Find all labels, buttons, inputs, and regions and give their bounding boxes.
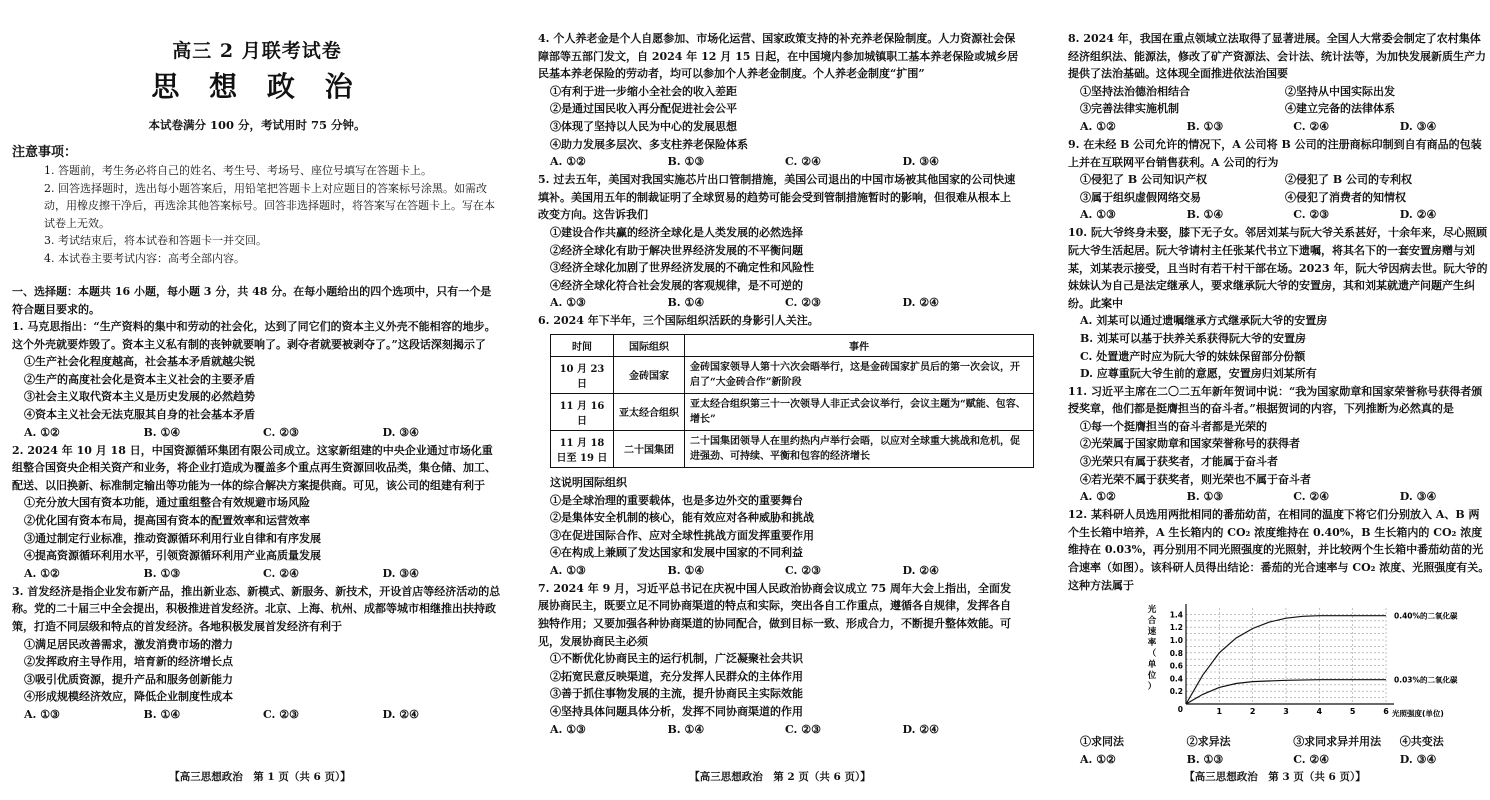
question-option: ①满足居民改善需求，激发消费市场的潜力: [24, 637, 233, 651]
table-row: [551, 356, 1034, 393]
question-stem: 9. 在未经 B 公司允许的情况下，A 公司将 B 公司的注册商标印制到自有商品的包装上并在互联网平台销售获利。A 公司的行为: [1068, 137, 1482, 169]
question-option: ③求同求异并用法: [1293, 735, 1382, 749]
subject-title: 思 想 政 治: [151, 70, 363, 103]
table-cell: 二十国集团: [614, 430, 685, 467]
table-header-row: [551, 334, 1034, 356]
exam-page-3: [1060, 0, 1490, 800]
question-option: ②光荣属于国家勋章和国家荣誉称号的获得者: [1080, 437, 1300, 451]
question-option: ①不断优化协商民主的运行机制，广泛凝聚社会共识: [550, 652, 803, 666]
choice-c: C. ②④: [1293, 490, 1330, 504]
question-stem: 5. 过去五年，美国对我国实施芯片出口管制措施，美国公司退出的中国市场被其他国家的公司快速填补。美国用五年的制裁证明了全球贸易的趋势可能会受到管制措施暂时的影响，但很难从根本上改变方向。这告诉我们: [538, 173, 1016, 222]
choice-d: D. ②④: [1399, 208, 1437, 222]
choice-b: B. ①④: [667, 722, 705, 736]
question-option: ④资本主义社会无法克服其自身的社会基本矛盾: [24, 407, 255, 421]
question-option: ④经济全球化符合社会发展的客观规律，是不可逆的: [550, 278, 803, 292]
question-option: ④形成规模经济效应，降低企业制度性成本: [24, 690, 233, 704]
y-axis-label-char: 合: [1147, 616, 1157, 627]
y-axis-label-char: （: [1147, 649, 1157, 660]
x-tick-label: 1: [1216, 707, 1223, 717]
exam-page-2: [530, 0, 1030, 800]
choice-a: A. ①③: [550, 722, 586, 736]
answer-choices: [538, 153, 1020, 171]
page-footer: 【高三思想政治 第 3 页（共 6 页）】: [1184, 771, 1366, 783]
y-axis-label-char: ）: [1147, 682, 1157, 693]
choice-a: A. ①②: [1080, 753, 1116, 767]
question-option: ①有利于进一步缩小全社会的收入差距: [550, 84, 737, 98]
column-header: 时间: [551, 334, 614, 356]
question-option: ①每一个挺膺担当的奋斗者都是光荣的: [1080, 419, 1267, 433]
x-tick-label: 4: [1316, 707, 1323, 717]
events-table: [550, 334, 1034, 468]
y-tick-label: 0.2: [1169, 687, 1183, 697]
question-option: ④在构成上兼顾了发达国家和发展中国家的不同利益: [550, 546, 803, 560]
note-item: 3. 考试结束后，将本试卷和答题卡一并交回。: [44, 234, 267, 247]
note-item: 1. 答题前，考生务必将自己的姓名、考生号、考场号、座位号填写在答题卡上。: [44, 164, 432, 177]
choice-a: A. ①②: [24, 566, 60, 580]
question-lead: 这说明国际组织: [550, 475, 627, 489]
option-row: [1068, 100, 1490, 118]
option-row: [1068, 733, 1490, 751]
choice-a: A. ①②: [1080, 490, 1116, 504]
question-option: ①求同法: [1080, 735, 1124, 749]
answer-choices: [1068, 118, 1490, 136]
photosynthesis-chart: [1138, 600, 1490, 729]
chart-svg: [1138, 600, 1468, 725]
y-tick-label: 1.0: [1169, 636, 1183, 646]
choice-d: D. ②④: [902, 296, 940, 310]
y-tick-label: 0.8: [1169, 649, 1183, 659]
question-option: ④若光荣不属于获奖者，则光荣也不属于奋斗者: [1080, 472, 1311, 486]
choice-b: B. ①④: [143, 425, 181, 439]
column-header: 事件: [685, 334, 1034, 356]
exam-title: 高三 2 月联考试卷: [172, 40, 342, 62]
question-option: ③善于抓住事物发展的主流，提升协商民主实际效能: [550, 687, 803, 701]
question-option: ③体现了坚持以人民为中心的发展思想: [550, 119, 737, 133]
exam-info: 本试卷满分 100 分，考试用时 75 分钟。: [148, 118, 366, 132]
question-option: ③光荣只有属于获奖者，才能属于奋斗者: [1080, 455, 1278, 469]
y-tick-label: 0.4: [1169, 674, 1183, 684]
table-cell: 11 月 16 日: [551, 393, 614, 430]
y-axis-label-char: 率: [1147, 638, 1157, 649]
column-header: 国际组织: [614, 334, 685, 356]
choice-c: C. ②③: [1293, 208, 1330, 222]
question-option: ④提高资源循环利用水平，引领资源循环利用产业高质量发展: [24, 549, 321, 563]
answer-choices: [1068, 751, 1490, 769]
choice-a: A. ①②: [1080, 119, 1116, 133]
question-option: ②经济全球化有助于解决世界经济发展的不平衡问题: [550, 243, 803, 257]
question-stem: 10. 阮大爷终身未娶，膝下无子女。邻居刘某与阮大爷关系甚好，十余年来，尽心照顾阮大爷生活起居。阮大爷请村主任张某代书立下遗嘱，将其名下的一套安置房赠与刘某，刘某表示接受，且当时有若干村干部在场。2023 年，阮大爷因病去世。阮大爷的妹妹认为自己是法定继承人，要求继承阮大爷的安置房，其和刘某就遗产问题产生纠纷。此案中: [1068, 226, 1488, 310]
y-tick-label: 1.4: [1169, 610, 1183, 620]
choice-d: D. ③④: [902, 155, 940, 169]
choice-c: C. ②④: [1293, 119, 1330, 133]
x-tick-label: 6: [1383, 707, 1389, 717]
table-cell: 金砖国家: [614, 356, 685, 393]
question-stem: 4. 个人养老金是个人自愿参加、市场化运营、国家政策支持的补充养老保险制度。人力资源社会保障部等五部门发文，自 2024 年 12 月 15 日起，在中国境内参加城镇职工基本养老保险或城乡居民基本养老保险的劳动者，均可以参加个人养老金制度。个人养老金制度“扩围”: [538, 32, 1019, 81]
choice-c: C. ②④: [785, 155, 821, 169]
question-option: ③在促进国际合作、应对全球性挑战方面发挥重要作用: [550, 528, 814, 542]
y-axis-label-char: 速: [1147, 627, 1157, 638]
question-stem: 12. 某科研人员选用两批相同的番茄幼苗，在相同的温度下将它们分别放入 A、B 两个生长箱中培养，A 生长箱内的 CO₂ 浓度维持在 0.40%，B 生长箱内的 CO₂ 浓度维持在 0.03%，再分别用不同光照强度的光照射，并比较两个生长箱中番茄幼苗的光合速率（如图）。该科研人员得出结论：番茄的光合速率与 CO₂ 浓度、光照强度有关。这种方法属于: [1068, 508, 1490, 592]
note-item: 2. 回答选择题时，选出每小题答案后，用铅笔把答题卡上对应题目的答案标号涂黑。如需改动，用橡皮擦干净后，再选涂其他答案标号。回答非选择题时，将答案写在答题卡上。写在本试卷上无效。: [44, 181, 495, 230]
choice-b: B. ①③: [1186, 119, 1224, 133]
answer-choices: [538, 721, 1020, 739]
choice-d: D. ③④: [1399, 753, 1437, 767]
choice-b: B. ①③: [143, 566, 181, 580]
answer-choices: [538, 562, 1020, 580]
question-option: D. 应尊重阮大爷生前的意愿，安置房归刘某所有: [1080, 367, 1317, 381]
choice-c: C. ②④: [1293, 753, 1330, 767]
question-stem: 1. 马克思指出：“生产资料的集中和劳动的社会化，达到了同它们的资本主义外壳不能相容的地步。这个外壳就要炸毁了。资本主义私有制的丧钟就要响了。剥夺者就要被剥夺了。”这段话深刻揭示了: [12, 320, 496, 351]
series-label: 0.03%的二氧化碳: [1394, 675, 1458, 685]
x-tick-label: 5: [1349, 707, 1356, 717]
table-cell: 11 月 18 日至 19 日: [551, 430, 614, 467]
option-row: [1068, 171, 1490, 189]
choice-d: D. ②④: [382, 707, 420, 721]
question-option: ②求异法: [1186, 735, 1231, 749]
choice-d: D. ③④: [1399, 119, 1437, 133]
choice-c: C. ②③: [785, 722, 821, 736]
table-cell: 二十国集团领导人在里约热内卢举行会晤，以应对全球重大挑战和危机，促进强劲、可持续、平衡和包容的经济增长: [685, 430, 1034, 467]
question-option: ②拓宽民意反映渠道，充分发挥人民群众的主体作用: [550, 669, 803, 683]
choice-b: B. ①③: [1186, 753, 1224, 767]
x-tick-label: 2: [1249, 707, 1256, 717]
choice-c: C. ②③: [785, 563, 821, 577]
table-cell: 亚太经合组织: [614, 393, 685, 430]
choice-a: A. ①②: [550, 155, 586, 169]
choice-c: C. ②③: [785, 296, 821, 310]
table-row: [551, 393, 1034, 430]
question-option: ①坚持法治德治相结合: [1080, 84, 1190, 98]
question-stem: 8. 2024 年，我国在重点领域立法取得了显著进展。全国人大常委会制定了农村集体经济组织法、能源法，修改了矿产资源法、会计法、统计法等，为加快发展新质生产力提供了法治基础。这体现全面推进依法治国要: [1068, 32, 1486, 81]
question-option: ③通过制定行业标准，推动资源循环利用行业自律和有序发展: [24, 531, 321, 545]
choice-b: B. ①④: [143, 707, 181, 721]
choice-d: D. ③④: [382, 425, 420, 439]
y-tick-label: 0.6: [1169, 661, 1183, 671]
question-option: ③吸引优质资源，提升产品和服务创新能力: [24, 672, 233, 686]
question-stem: 3. 首发经济是指企业发布新产品，推出新业态、新模式、新服务、新技术，开设首店等经济活动的总称。党的二十届三中全会提出，积极推进首发经济。北京、上海、杭州、成都等城市相继推出扶持政策，打造不同层级和特点的首发经济。各地积极发展首发经济有利于: [12, 584, 501, 633]
choice-a: A. ①③: [550, 296, 586, 310]
question-option: ②侵犯了 B 公司的专利权: [1285, 173, 1412, 187]
y-axis-label-char: 光: [1147, 605, 1157, 616]
question-option: ①建设合作共赢的经济全球化是人类发展的必然选择: [550, 225, 803, 239]
y-tick-label: 1.2: [1169, 623, 1183, 633]
question-option: ④坚持具体问题具体分析，发挥不同协商渠道的作用: [550, 705, 803, 719]
table-cell: 亚太经合组织第三十一次领导人非正式会议举行，会议主题为“赋能、包容、增长”: [685, 393, 1034, 430]
choice-d: D. ②④: [902, 563, 940, 577]
choice-a: A. ①②: [24, 425, 60, 439]
question-option: ①生产社会化程度越高，社会基本矛盾就越尖锐: [24, 355, 255, 369]
question-option: ②坚持从中国实际出发: [1285, 84, 1395, 98]
question-option: ②发挥政府主导作用，培育新的经济增长点: [24, 655, 233, 669]
option-row: [1068, 189, 1490, 207]
page-footer: 【高三思想政治 第 1 页（共 6 页）】: [169, 771, 351, 783]
question-option: ④侵犯了消费者的知情权: [1285, 190, 1406, 204]
question-option: ③属于组织虚假网络交易: [1080, 190, 1201, 204]
choice-a: A. ①③: [550, 563, 586, 577]
table-cell: 10 月 23 日: [551, 356, 614, 393]
origin-label: 0: [1177, 705, 1183, 715]
question-option: ④助力发展多层次、多支柱养老保险体系: [550, 137, 748, 151]
page-footer: 【高三思想政治 第 2 页（共 6 页）】: [689, 771, 871, 783]
table-cell: 金砖国家领导人第十六次会晤举行，这是金砖国家扩员后的第一次会议，开启了“大金砖合作”新阶段: [685, 356, 1034, 393]
choice-b: B. ①③: [1186, 490, 1224, 504]
choice-a: A. ①③: [1080, 208, 1116, 222]
choice-b: B. ①④: [667, 296, 705, 310]
y-axis-label-char: 单: [1147, 660, 1157, 671]
choice-b: B. ①④: [1186, 208, 1224, 222]
question-option: ①是全球治理的重要载体，也是多边外交的重要舞台: [550, 493, 803, 507]
question-stem: 11. 习近平主席在二〇二五年新年贺词中说：“我为国家勋章和国家荣誉称号获得者颁授奖章，他们都是挺膺担当的奋斗者。”根据贺词的内容，下列推断为必然真的是: [1068, 384, 1483, 416]
question-option: ③社会主义取代资本主义是历史发展的必然趋势: [24, 390, 255, 404]
option-row: [1068, 83, 1490, 101]
answer-choices: [12, 706, 502, 724]
choice-b: B. ①③: [667, 155, 705, 169]
series-label: 0.40%的二氧化碳: [1394, 611, 1458, 621]
choice-d: D. ②④: [902, 722, 940, 736]
question-option: ①侵犯了 B 公司知识产权: [1080, 173, 1207, 187]
answer-choices: [12, 565, 502, 583]
question-option: C. 处置遗产时应为阮大爷的妹妹保留部分份额: [1080, 349, 1306, 363]
y-axis-label-char: 位: [1147, 671, 1157, 682]
x-tick-label: 3: [1283, 707, 1289, 717]
question-option: ②是集体安全机制的核心，能有效应对各种威胁和挑战: [550, 511, 814, 525]
question-option: ④共变法: [1399, 735, 1444, 749]
notes-heading: 注意事项：: [12, 145, 78, 160]
choice-a: A. ①③: [24, 707, 60, 721]
question-option: ②是通过国民收入再分配促进社会公平: [550, 102, 737, 116]
question-option: ②生产的高度社会化是资本主义社会的主要矛盾: [24, 372, 255, 386]
question-option: ③经济全球化加剧了世界经济发展的不确定性和风险性: [550, 261, 814, 275]
question-option: B. 刘某可以基于扶养关系获得阮大爷的安置房: [1080, 331, 1306, 345]
answer-choices: [538, 294, 1020, 312]
answer-choices: [1068, 488, 1490, 506]
answer-choices: [12, 424, 502, 442]
choice-c: C. ②③: [263, 707, 299, 721]
table-row: [551, 430, 1034, 467]
question-stem: 6. 2024 年下半年，三个国际组织活跃的身影引人关注。: [538, 314, 819, 328]
choice-b: B. ①④: [667, 563, 705, 577]
question-option: ①充分放大国有资本功能，通过重组整合有效规避市场风险: [24, 496, 310, 510]
choice-d: D. ③④: [1399, 490, 1437, 504]
choice-c: C. ②④: [263, 566, 299, 580]
question-stem: 2. 2024 年 10 月 18 日，中国资源循环集团有限公司成立。这家新组建的中央企业通过市场化重组整合国资央企相关资产和业务，将企业打造成为覆盖多个重点再生资源回收品类，集仓储、加工、配送、以旧换新、标准制定输出等功能为一体的综合解决方案提供商。可见，该公司的组建有利于: [12, 443, 496, 492]
question-stem: 7. 2024 年 9 月，习近平总书记在庆祝中国人民政治协商会议成立 75 周年大会上指出，全面发展协商民主，既要立足不同协商渠道的特点和实际，突出各自工作重点，遵循各自规律，发挥各自独特作用；又要加强各种协商渠道的协同配合，做到目标一致、形成合力，不断提升整体效能。可见，发展协商民主必须: [538, 581, 1012, 648]
choice-c: C. ②③: [263, 425, 299, 439]
section-heading: 一、选择题：本题共 16 小题，每小题 3 分，共 48 分。在每小题给出的四个选项中，只有一个是符合题目要求的。: [12, 285, 492, 316]
note-item: 4. 本试卷主要考试内容：高考全部内容。: [44, 251, 245, 265]
choice-d: D. ③④: [382, 566, 420, 580]
question-option: A. 刘某可以通过遗嘱继承方式继承阮大爷的安置房: [1080, 314, 1328, 328]
question-option: ④建立完备的法律体系: [1285, 102, 1395, 116]
question-option: ③完善法律实施机制: [1080, 102, 1179, 116]
answer-choices: [1068, 206, 1490, 224]
x-axis-label: 光照强度(单位): [1392, 709, 1444, 719]
exam-page-1: [0, 0, 520, 800]
question-option: ②优化国有资本布局，提高国有资本的配置效率和运营效率: [24, 513, 310, 527]
